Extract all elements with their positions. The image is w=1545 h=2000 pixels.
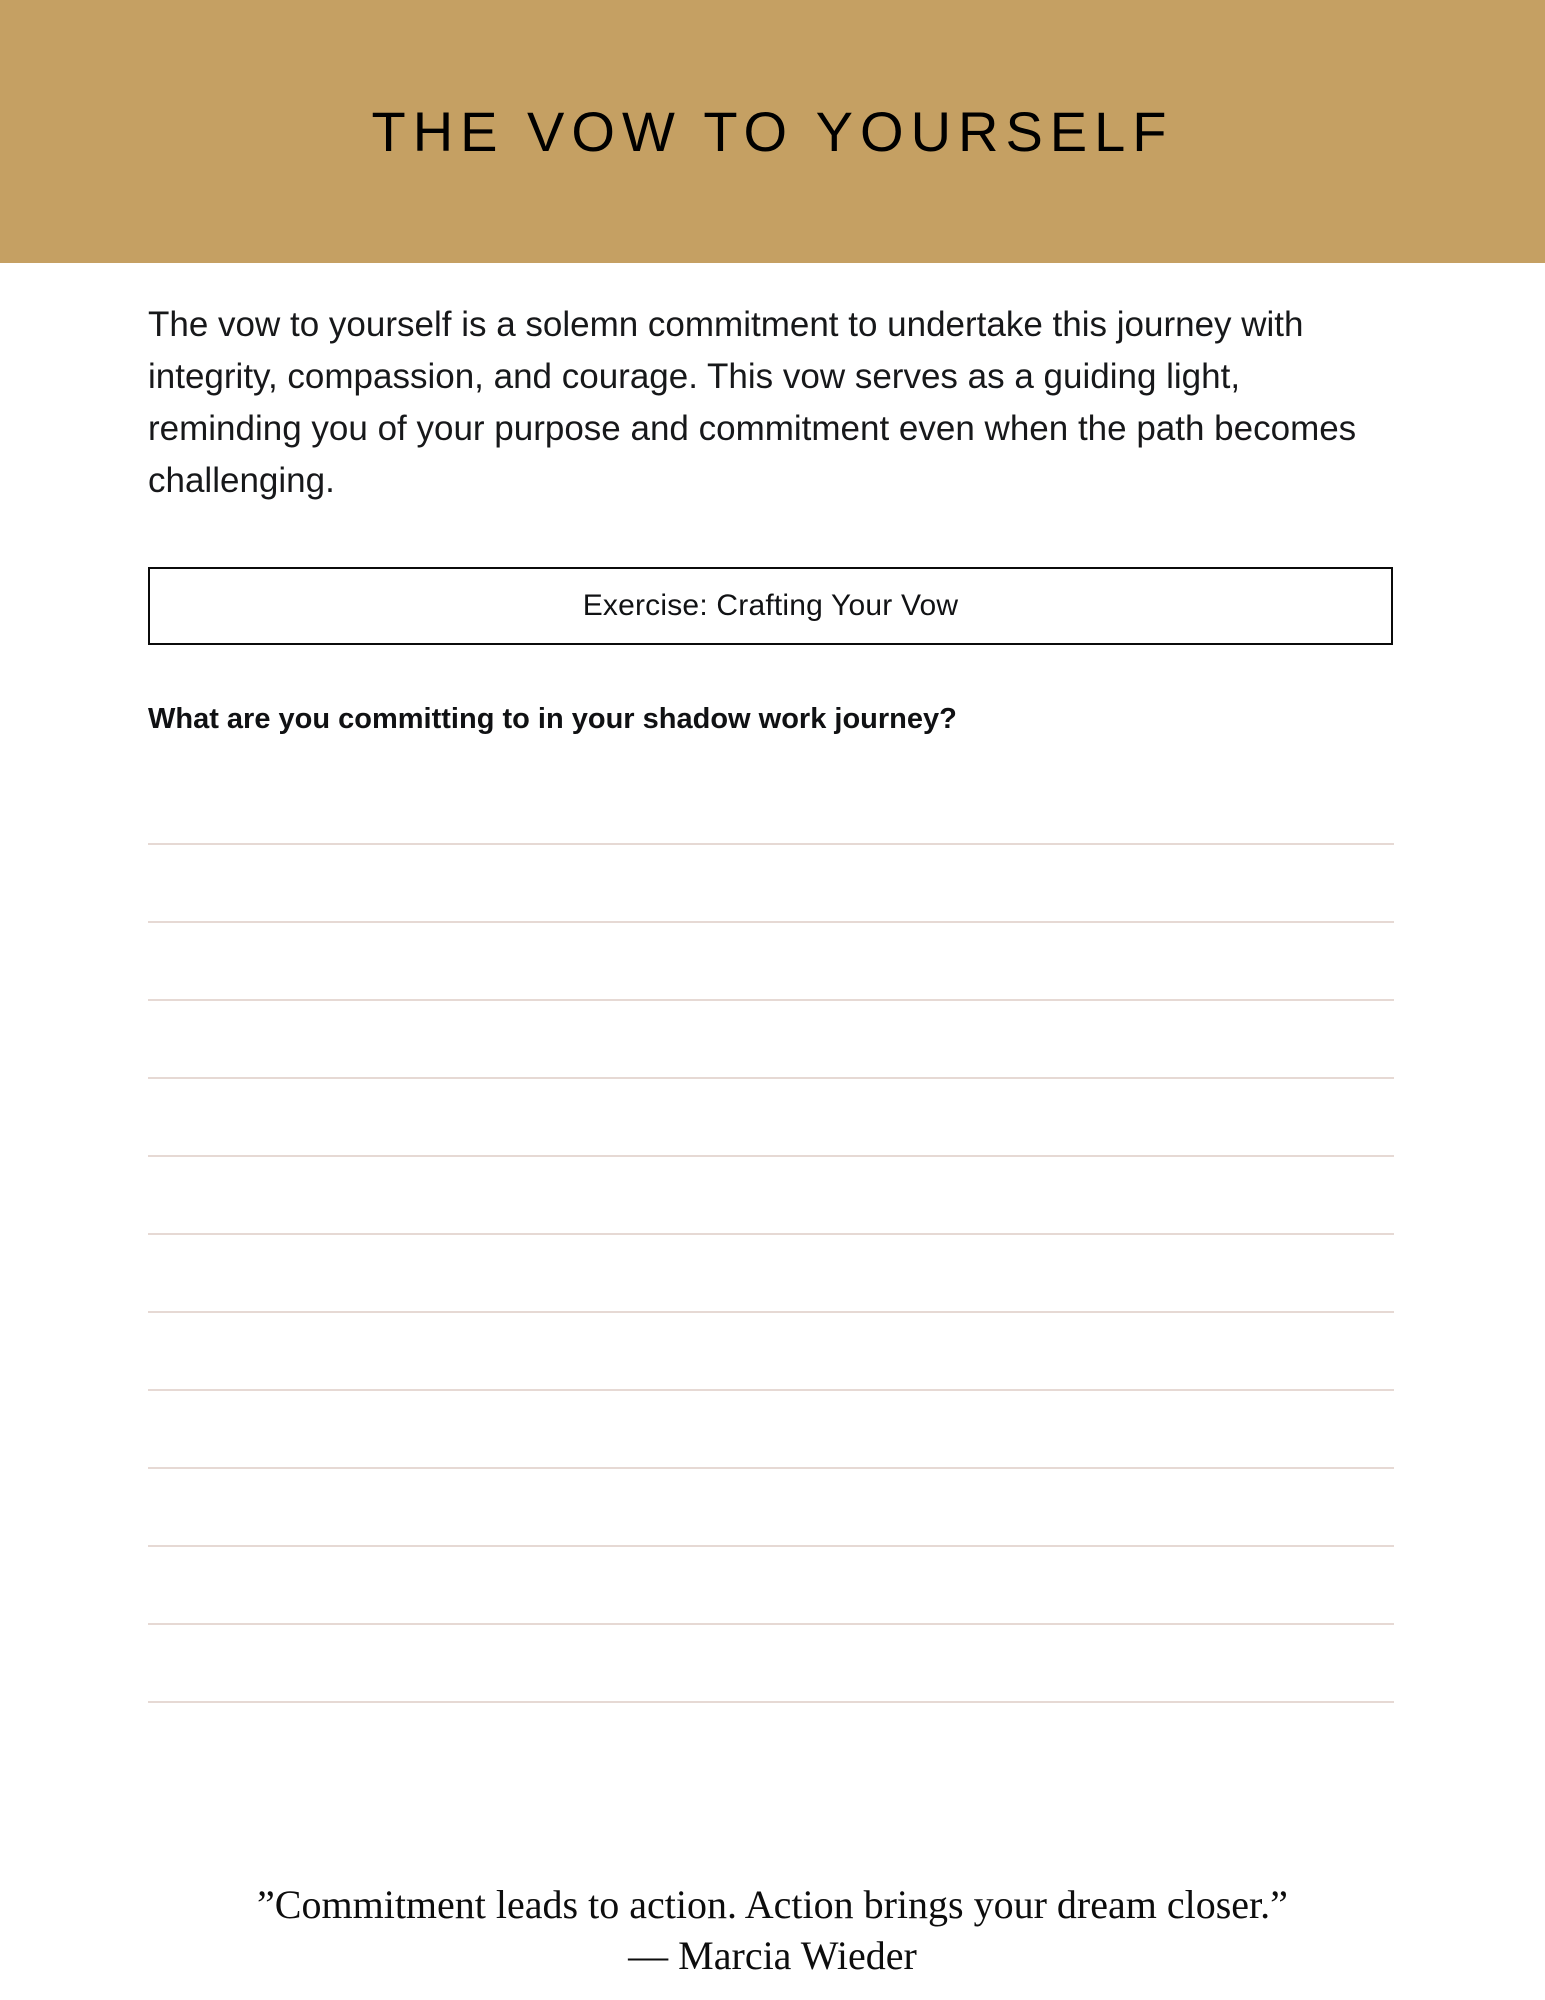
writing-line[interactable] [148,999,1394,1001]
prompt-question: What are you committing to in your shadow work journey? [148,703,957,735]
page-title: THE VOW TO YOURSELF [371,99,1174,163]
writing-line[interactable] [148,921,1394,923]
writing-line[interactable] [148,1233,1394,1235]
exercise-label: Exercise: Crafting Your Vow [582,589,959,622]
main-content [148,263,1394,737]
writing-line[interactable] [148,1467,1394,1469]
exercise-box [148,567,1393,645]
quote-text: ”Commitment leads to action. Action brings your dream closer.” [257,1882,1288,1927]
writing-line[interactable] [148,1701,1394,1703]
page-header-band [0,0,1545,263]
writing-line[interactable] [148,1077,1394,1079]
writing-line[interactable] [148,1155,1394,1157]
intro-paragraph: The vow to yourself is a solemn commitment to undertake this journey with integrity, compassion, and courage. This vow serves as a guiding light, reminding you of your purpose and commitment even when the path becomes challenging. [148,305,1357,500]
writing-line[interactable] [148,1389,1394,1391]
writing-line[interactable] [148,1311,1394,1313]
footer-quote [0,1880,1545,1982]
writing-lines-area[interactable] [148,843,1394,1703]
writing-line[interactable] [148,1545,1394,1547]
quote-attribution: — Marcia Wieder [628,1933,917,1978]
writing-line[interactable] [148,843,1394,845]
writing-line[interactable] [148,1623,1394,1625]
